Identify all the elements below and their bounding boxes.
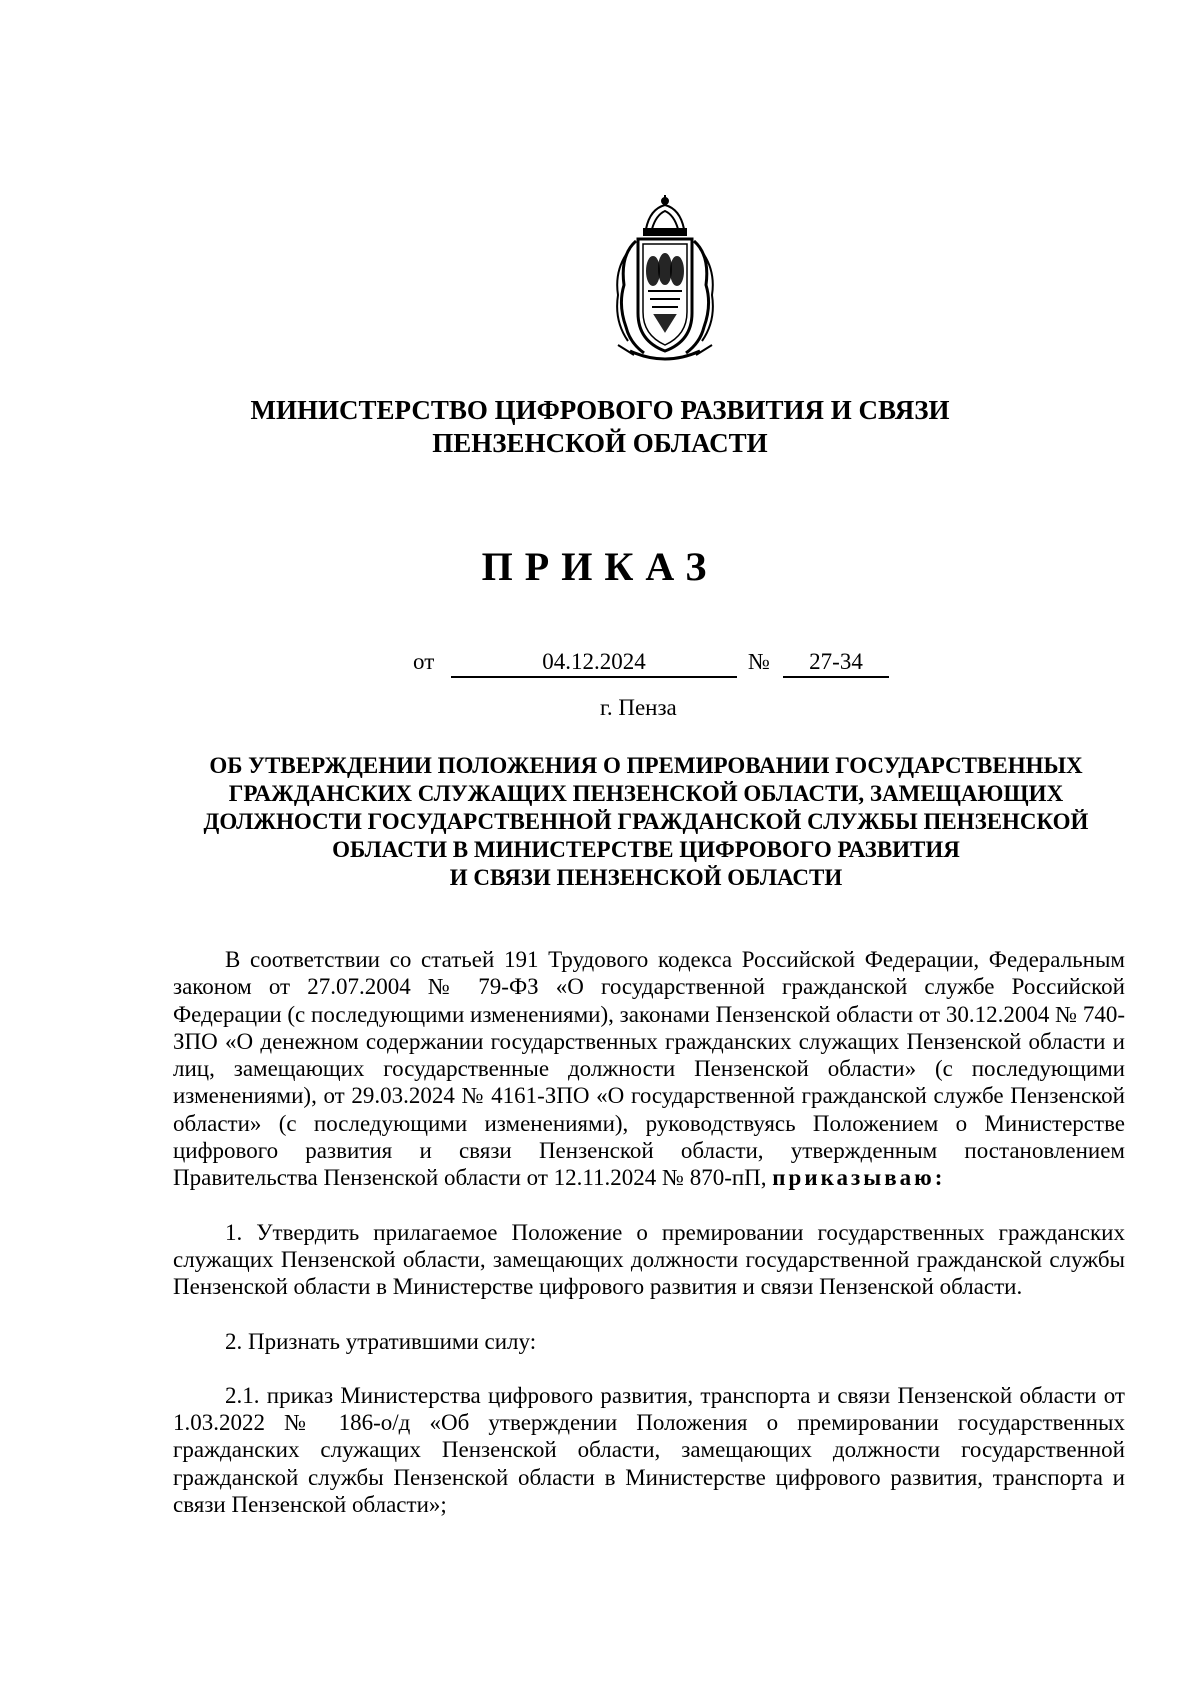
- number-prefix: №: [748, 649, 770, 674]
- document-date: 04.12.2024: [451, 648, 737, 678]
- preamble-paragraph: [173, 946, 1125, 1192]
- date-prefix: от: [413, 649, 435, 674]
- document-number: 27-34: [783, 648, 889, 678]
- document-body: [173, 946, 1125, 1545]
- item-1-paragraph: 1. Утвердить прилагаемое Положение о премировании государственных гражданских служащих Пензенской области, замещающих должности государственной гражданской службы Пензенской области в Министерстве цифрового развития и связи Пензенской области.: [173, 1219, 1125, 1300]
- title-line-3: ДОЛЖНОСТИ ГОСУДАРСТВЕННОЙ ГРАЖДАНСКОЙ СЛУЖБЫ ПЕНЗЕНСКОЙ: [203, 809, 1089, 834]
- item-2-paragraph: 2. Признать утратившими силу:: [225, 1328, 537, 1354]
- title-line-5: И СВЯЗИ ПЕНЗЕНСКОЙ ОБЛАСТИ: [449, 865, 843, 890]
- preamble-text: В соответствии со статьей 191 Трудового кодекса Российской Федерации, Федеральным законом от 27.07.2004 № 79-ФЗ «О государственной гражданской службе Российской Федерации (с последующими изменениями), законами Пензенской области от 30.12.2004 № 740-ЗПО «О денежном содержании государственных гражданских служащих Пензенской области и лиц, замещающих государственные должности Пензенской области» (с последующими изменениями), от 29.03.2024 № 4161-ЗПО «О государственной гражданской службе Пензенской области» (с последующими изменениями), руководствуясь Положением о Министерстве цифрового развития и связи Пензенской области, утвержденным постановлением Правительства Пензенской области от 12.11.2024 № 870-пП,: [173, 947, 1125, 1191]
- city: г. Пенза: [600, 695, 677, 720]
- item-2-1-paragraph: 2.1. приказ Министерства цифрового развития, транспорта и связи Пензенской области от 1.03.2022 № 186-о/д «Об утверждении Положения о премировании государственных гражданских служащих Пензенской области, замещающих должности государственной гражданской службы Пензенской области в Министерстве цифрового развития, транспорта и связи Пензенской области»;: [173, 1382, 1125, 1518]
- coat-of-arms-icon: [600, 195, 730, 363]
- title-line-4: ОБЛАСТИ В МИНИСТЕРСТВЕ ЦИФРОВОГО РАЗВИТИЯ: [332, 837, 960, 862]
- ministry-name-line-2: ПЕНЗЕНСКОЙ ОБЛАСТИ: [432, 428, 768, 458]
- title-line-2: ГРАЖДАНСКИХ СЛУЖАЩИХ ПЕНЗЕНСКОЙ ОБЛАСТИ, ЗАМЕЩАЮЩИХ: [228, 781, 1064, 806]
- ministry-name-line-1: МИНИСТЕРСТВО ЦИФРОВОГО РАЗВИТИЯ И СВЯЗИ: [250, 395, 950, 425]
- order-verb: приказываю:: [772, 1165, 946, 1191]
- title-line-1: ОБ УТВЕРЖДЕНИИ ПОЛОЖЕНИЯ О ПРЕМИРОВАНИИ ГОСУДАРСТВЕННЫХ: [209, 753, 1083, 778]
- document-type-heading: ПРИКАЗ: [481, 544, 719, 589]
- document-title: [170, 752, 1122, 892]
- ministry-name: [200, 394, 1000, 460]
